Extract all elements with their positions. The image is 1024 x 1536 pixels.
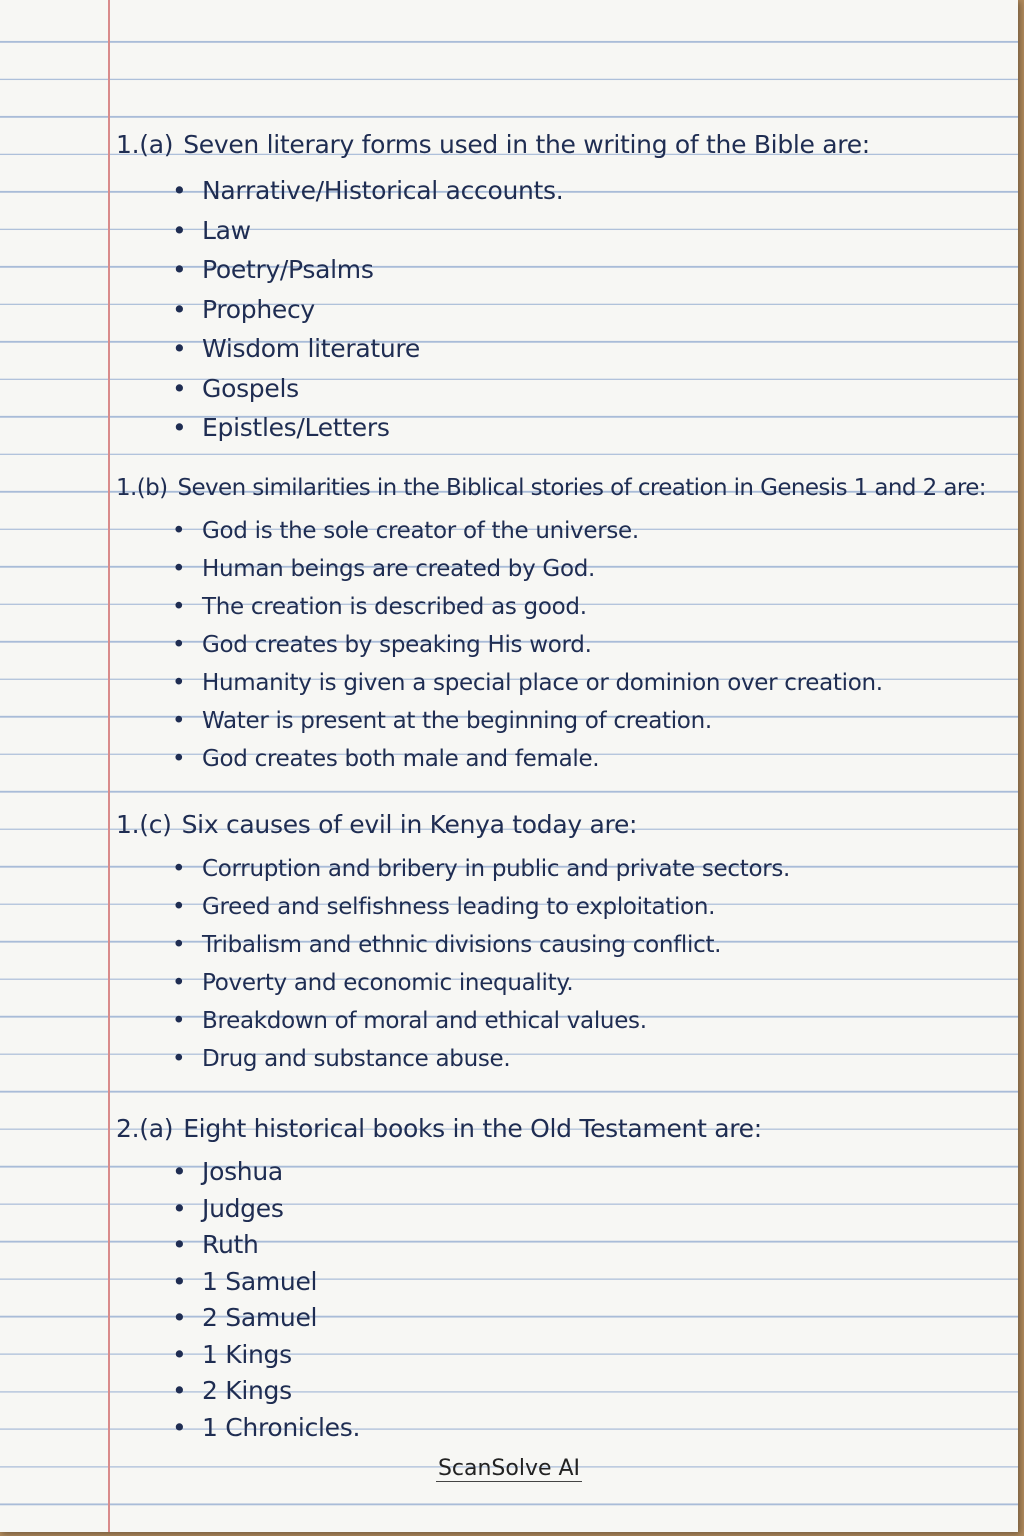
footer-text: ScanSolve AI bbox=[437, 1456, 581, 1481]
section-1a-heading bbox=[116, 130, 870, 159]
section-1a-list bbox=[172, 171, 563, 448]
section-1b-list bbox=[172, 512, 883, 778]
list-item: • Drug and substance abuse. bbox=[172, 1040, 790, 1078]
footer-watermark bbox=[0, 1456, 1018, 1481]
list-item: • God creates by speaking His word. bbox=[172, 626, 883, 664]
list-item: • 1 Kings bbox=[172, 1337, 360, 1374]
list-item: • Prophecy bbox=[172, 290, 563, 330]
list-item: • The creation is described as good. bbox=[172, 588, 883, 626]
section-2a-list bbox=[172, 1154, 360, 1446]
section-number: 1.(c) bbox=[116, 810, 172, 839]
list-item: • Joshua bbox=[172, 1154, 360, 1191]
list-item: • 2 Samuel bbox=[172, 1300, 360, 1337]
list-item: • Tribalism and ethnic divisions causing conflict. bbox=[172, 926, 790, 964]
list-item: • Humanity is given a special place or dominion over creation. bbox=[172, 664, 883, 702]
list-item: • Poetry/Psalms bbox=[172, 250, 563, 290]
list-item: • Human beings are created by God. bbox=[172, 550, 883, 588]
section-heading-text: Seven literary forms used in the writing of the Bible are: bbox=[183, 130, 870, 159]
list-item: • Breakdown of moral and ethical values. bbox=[172, 1002, 790, 1040]
list-item: • 1 Chronicles. bbox=[172, 1410, 360, 1447]
list-item: • Law bbox=[172, 211, 563, 251]
list-item: • Judges bbox=[172, 1191, 360, 1228]
list-item: • Corruption and bribery in public and private sectors. bbox=[172, 850, 790, 888]
list-item: • Water is present at the beginning of creation. bbox=[172, 702, 883, 740]
section-2a-heading bbox=[116, 1114, 762, 1143]
section-number: 2.(a) bbox=[116, 1114, 174, 1143]
list-item: • God creates both male and female. bbox=[172, 740, 883, 778]
list-item: • 2 Kings bbox=[172, 1373, 360, 1410]
list-item: • Gospels bbox=[172, 369, 563, 409]
list-item: • Epistles/Letters bbox=[172, 408, 563, 448]
section-1b-heading bbox=[116, 475, 986, 501]
list-item: • 1 Samuel bbox=[172, 1264, 360, 1301]
section-number: 1.(a) bbox=[116, 130, 174, 159]
list-item: • Wisdom literature bbox=[172, 329, 563, 369]
section-1c-heading bbox=[116, 810, 637, 839]
section-heading-text: Seven similarities in the Biblical stories of creation in Genesis 1 and 2 are: bbox=[177, 475, 986, 501]
list-item: • Poverty and economic inequality. bbox=[172, 964, 790, 1002]
list-item: • Ruth bbox=[172, 1227, 360, 1264]
section-heading-text: Six causes of evil in Kenya today are: bbox=[181, 810, 638, 839]
section-number: 1.(b) bbox=[116, 475, 168, 501]
list-item: • Narrative/Historical accounts. bbox=[172, 171, 563, 211]
section-1c-list bbox=[172, 850, 790, 1078]
list-item: • God is the sole creator of the universe. bbox=[172, 512, 883, 550]
section-heading-text: Eight historical books in the Old Testament are: bbox=[183, 1114, 762, 1143]
list-item: • Greed and selfishness leading to exploitation. bbox=[172, 888, 790, 926]
